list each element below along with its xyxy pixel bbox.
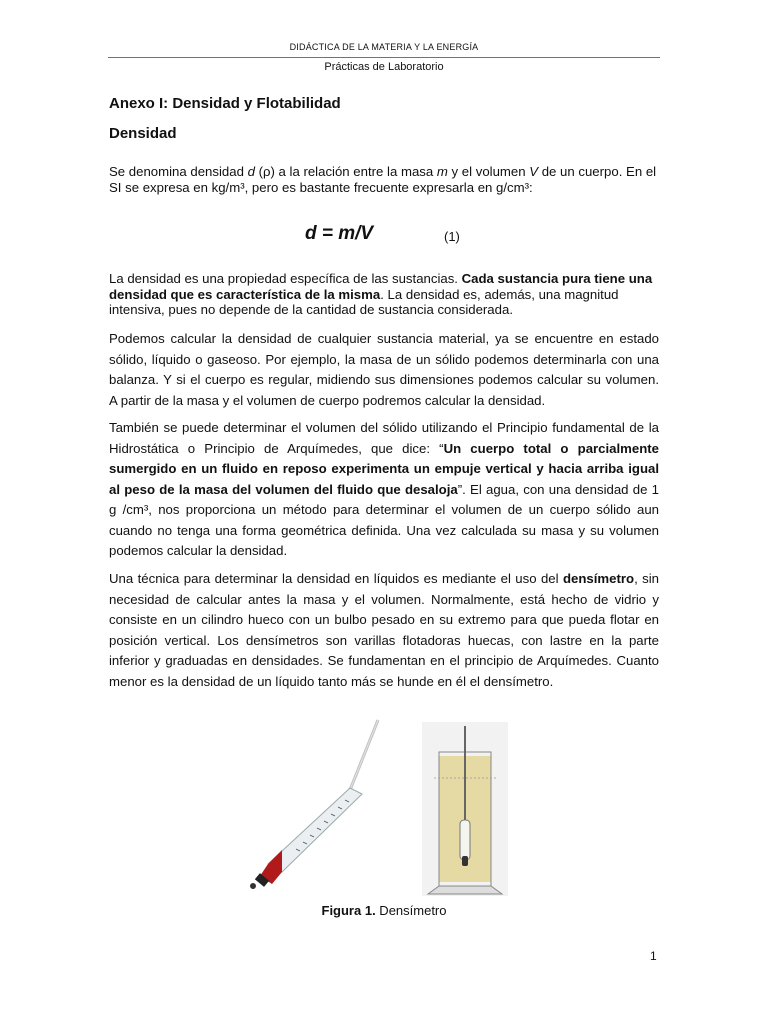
figure-hydrometer (240, 718, 510, 898)
paragraph-definition: Se denomina densidad d (ρ) a la relación entre la masa m y el volumen V de un cuerpo. En el SI se expresa en kg/m³, pero es bastante frecuente expresarla en g/cm³: (109, 164, 657, 195)
paragraph-property: La densidad es una propiedad específica de las sustancias. Cada sustancia pura tiene una densidad que es característica de la misma. La densidad es, además, una magnitud intensiva, pues no depende de la cantidad de sustancia considerada. (109, 271, 653, 317)
header-subtitle: Prácticas de Laboratorio (324, 61, 444, 73)
paragraph-archimedes: También se puede determinar el volumen del sólido utilizando el Principio fundamental de la Hidrostática o Principio de Arquímedes, que dice: “Un cuerpo total o parcialmente sumergido en un fluido en reposo experimenta un empuje vertical y hacia arriba igual al peso de la masa del volumen del fluido que desaloja”. El agua, con una densidad de 1 g /cm³, nos proporciona un método para determinar el volumen de un cuerpo sólido aun cuando no tenga una forma geométrica definida. Una vez calculada su masa y su volumen podemos calcular la densidad. (109, 420, 659, 558)
paragraph-hydrometer: Una técnica para determinar la densidad en líquidos es mediante el uso del densímetro, sin necesidad de calcular antes la masa y el volumen. Normalmente, está hecho de vidrio y consiste en un cilindro hueco con un bulbo pesado en su extremo para que pueda flotar en posición vertical. Los densímetros son varillas flotadoras huecas, con lastre en la parte inferior y graduadas en densidades. Se fundamentan en el principio de Arquímedes. Cuanto menor es la densidad de un líquido tanto más se hunde en él el densímetro. (109, 571, 659, 689)
formula-number: (1) (444, 229, 460, 244)
header-divider (108, 57, 660, 58)
cylinder-photo (422, 722, 508, 896)
header-course-title: DIDÁCTICA DE LA MATERIA Y LA ENERGÍA (289, 42, 479, 52)
page-number: 1 (650, 949, 657, 963)
hydrometer-illustration (240, 718, 510, 898)
section-heading: Densidad (109, 125, 177, 142)
figure-caption: Figura 1. Densímetro (321, 903, 447, 918)
hydrometer-photo (250, 720, 378, 889)
annex-title: Anexo I: Densidad y Flotabilidad (109, 95, 341, 112)
density-formula: d = m/V (305, 223, 374, 244)
paragraph-calculation: Podemos calcular la densidad de cualquier sustancia material, ya se encuentre en estado sólido, líquido o gaseoso. Por ejemplo, la masa de un sólido podemos determinarla con una balanza. Y si el cuerpo es regular, midiendo sus dimensiones podemos calcular su volumen. A partir de la masa y el volumen de cuerpo podremos calcular la densidad. (109, 331, 659, 408)
